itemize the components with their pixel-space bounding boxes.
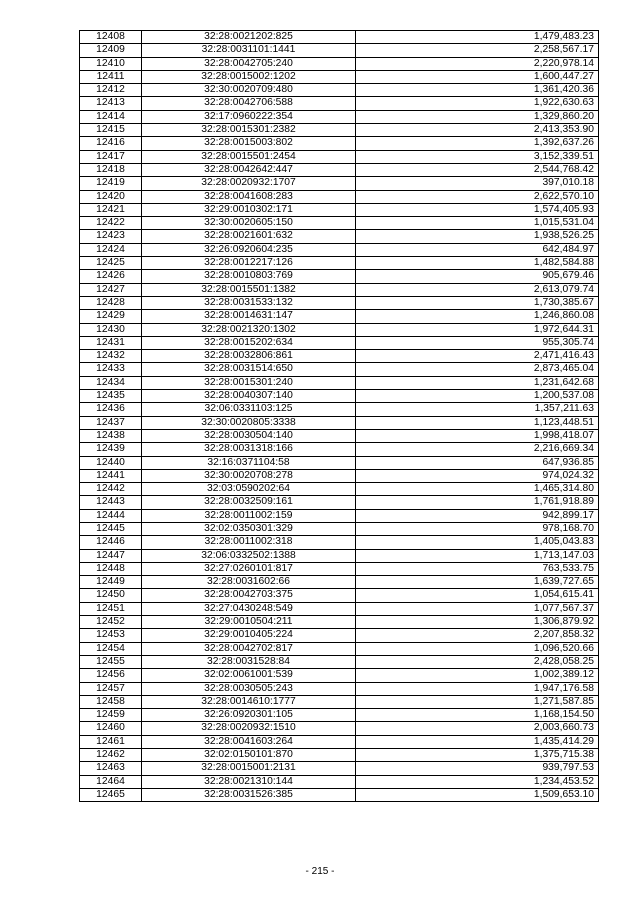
table-row [80, 403, 599, 416]
cadastral-number-cell: 32:28:0020932:1707 [142, 177, 356, 190]
table-row [80, 695, 599, 708]
row-number-cell: 12422 [80, 217, 142, 230]
table-row [80, 376, 599, 389]
table-row [80, 390, 599, 403]
cadastral-number-cell: 32:28:0015003:802 [142, 137, 356, 150]
cadastral-number-cell: 32:28:0010803:769 [142, 270, 356, 283]
value-cell: 1,509,653.10 [356, 788, 599, 801]
value-cell: 1,574,405.93 [356, 203, 599, 216]
table-row [80, 669, 599, 682]
table-row [80, 163, 599, 176]
cadastral-number-cell: 32:29:0010302:171 [142, 203, 356, 216]
row-number-cell: 12439 [80, 443, 142, 456]
row-number-cell: 12423 [80, 230, 142, 243]
table-row [80, 775, 599, 788]
table-row [80, 363, 599, 376]
value-cell: 1,231,642.68 [356, 376, 599, 389]
value-cell: 1,998,418.07 [356, 429, 599, 442]
value-cell: 1,465,314.80 [356, 483, 599, 496]
row-number-cell: 12440 [80, 456, 142, 469]
row-number-cell: 12425 [80, 257, 142, 270]
cadastral-number-cell: 32:28:0015501:2454 [142, 150, 356, 163]
value-cell: 2,873,465.04 [356, 363, 599, 376]
row-number-cell: 12449 [80, 576, 142, 589]
cadastral-number-cell: 32:27:0260101:817 [142, 562, 356, 575]
cadastral-number-cell: 32:30:0020709:480 [142, 84, 356, 97]
value-cell: 2,413,353.90 [356, 124, 599, 137]
cadastral-number-cell: 32:30:0020605:150 [142, 217, 356, 230]
cadastral-number-cell: 32:26:0920301:105 [142, 709, 356, 722]
table-row [80, 536, 599, 549]
cadastral-number-cell: 32:28:0021310:144 [142, 775, 356, 788]
table-row [80, 443, 599, 456]
row-number-cell: 12415 [80, 124, 142, 137]
table-row [80, 44, 599, 57]
table-row [80, 549, 599, 562]
table-row [80, 655, 599, 668]
row-number-cell: 12426 [80, 270, 142, 283]
row-number-cell: 12418 [80, 163, 142, 176]
value-cell: 2,258,567.17 [356, 44, 599, 57]
cadastral-number-cell: 32:16:0371104:58 [142, 456, 356, 469]
table-row [80, 97, 599, 110]
value-cell: 1,938,526.25 [356, 230, 599, 243]
row-number-cell: 12431 [80, 336, 142, 349]
table-row [80, 150, 599, 163]
table-row [80, 323, 599, 336]
value-cell: 1,168,154.50 [356, 709, 599, 722]
row-number-cell: 12432 [80, 350, 142, 363]
row-number-cell: 12435 [80, 390, 142, 403]
value-cell: 1,077,567.37 [356, 602, 599, 615]
row-number-cell: 12452 [80, 616, 142, 629]
row-number-cell: 12464 [80, 775, 142, 788]
table-row [80, 203, 599, 216]
table-row [80, 270, 599, 283]
row-number-cell: 12451 [80, 602, 142, 615]
cadastral-number-cell: 32:28:0021601:632 [142, 230, 356, 243]
row-number-cell: 12460 [80, 722, 142, 735]
table-row [80, 310, 599, 323]
value-cell: 2,544,768.42 [356, 163, 599, 176]
row-number-cell: 12458 [80, 695, 142, 708]
table-row [80, 257, 599, 270]
cadastral-number-cell: 32:28:0030504:140 [142, 429, 356, 442]
row-number-cell: 12414 [80, 110, 142, 123]
cadastral-number-cell: 32:06:0331103:125 [142, 403, 356, 416]
row-number-cell: 12408 [80, 31, 142, 44]
page-number: - 215 - [305, 866, 335, 877]
table-row [80, 416, 599, 429]
row-number-cell: 12438 [80, 429, 142, 442]
value-cell: 1,271,587.85 [356, 695, 599, 708]
row-number-cell: 12412 [80, 84, 142, 97]
cadastral-number-cell: 32:28:0031318:166 [142, 443, 356, 456]
table-row [80, 110, 599, 123]
value-cell: 1,375,715.38 [356, 749, 599, 762]
value-cell: 2,220,978.14 [356, 57, 599, 70]
table-row [80, 562, 599, 575]
cadastral-number-cell: 32:26:0920604:235 [142, 243, 356, 256]
cadastral-number-cell: 32:29:0010504:211 [142, 616, 356, 629]
table-row [80, 429, 599, 442]
table-row [80, 84, 599, 97]
value-cell: 1,435,414.29 [356, 735, 599, 748]
cadastral-number-cell: 32:28:0031514:650 [142, 363, 356, 376]
row-number-cell: 12430 [80, 323, 142, 336]
cadastral-number-cell: 32:28:0042702:817 [142, 642, 356, 655]
cadastral-number-cell: 32:28:0015202:634 [142, 336, 356, 349]
table-row [80, 589, 599, 602]
value-cell: 1,200,537.08 [356, 390, 599, 403]
row-number-cell: 12437 [80, 416, 142, 429]
cadastral-number-cell: 32:28:0040307:140 [142, 390, 356, 403]
value-cell: 2,613,079.74 [356, 283, 599, 296]
value-cell: 1,922,630.63 [356, 97, 599, 110]
cadastral-number-cell: 32:02:0061001:539 [142, 669, 356, 682]
row-number-cell: 12429 [80, 310, 142, 323]
value-cell: 978,168.70 [356, 522, 599, 535]
table-row [80, 217, 599, 230]
row-number-cell: 12441 [80, 469, 142, 482]
cadastral-number-cell: 32:28:0042705:240 [142, 57, 356, 70]
table-row [80, 762, 599, 775]
row-number-cell: 12456 [80, 669, 142, 682]
table-row [80, 602, 599, 615]
value-cell: 939,797.53 [356, 762, 599, 775]
table-row [80, 735, 599, 748]
cadastral-number-cell: 32:30:0020805:3338 [142, 416, 356, 429]
value-cell: 763,533.75 [356, 562, 599, 575]
table-row [80, 336, 599, 349]
value-cell: 1,361,420.36 [356, 84, 599, 97]
value-cell: 1,479,483.23 [356, 31, 599, 44]
table-row [80, 629, 599, 642]
table-row [80, 243, 599, 256]
value-cell: 942,899.17 [356, 509, 599, 522]
cadastral-number-cell: 32:28:0042642:447 [142, 163, 356, 176]
cadastral-number-cell: 32:28:0031528:84 [142, 655, 356, 668]
row-number-cell: 12462 [80, 749, 142, 762]
value-cell: 2,207,858.32 [356, 629, 599, 642]
table-row [80, 509, 599, 522]
value-cell: 1,730,385.67 [356, 296, 599, 309]
value-cell: 1,015,531.04 [356, 217, 599, 230]
table-row [80, 469, 599, 482]
cadastral-number-cell: 32:28:0041608:283 [142, 190, 356, 203]
table-row [80, 177, 599, 190]
value-cell: 974,024.32 [356, 469, 599, 482]
cadastral-number-cell: 32:29:0010405:224 [142, 629, 356, 642]
row-number-cell: 12447 [80, 549, 142, 562]
value-cell: 2,471,416.43 [356, 350, 599, 363]
cadastral-value-table [79, 30, 599, 802]
value-cell: 905,679.46 [356, 270, 599, 283]
row-number-cell: 12455 [80, 655, 142, 668]
cadastral-number-cell: 32:28:0030505:243 [142, 682, 356, 695]
row-number-cell: 12463 [80, 762, 142, 775]
value-cell: 1,096,520.66 [356, 642, 599, 655]
value-cell: 1,123,448.51 [356, 416, 599, 429]
cadastral-number-cell: 32:28:0012217:126 [142, 257, 356, 270]
row-number-cell: 12457 [80, 682, 142, 695]
row-number-cell: 12465 [80, 788, 142, 801]
table-row [80, 230, 599, 243]
table-row [80, 70, 599, 83]
table-row [80, 709, 599, 722]
value-cell: 1,600,447.27 [356, 70, 599, 83]
cadastral-number-cell: 32:30:0020708:278 [142, 469, 356, 482]
row-number-cell: 12444 [80, 509, 142, 522]
value-cell: 1,405,043.83 [356, 536, 599, 549]
table-row [80, 722, 599, 735]
row-number-cell: 12421 [80, 203, 142, 216]
value-cell: 1,761,918.89 [356, 496, 599, 509]
cadastral-number-cell: 32:28:0031101:1441 [142, 44, 356, 57]
row-number-cell: 12410 [80, 57, 142, 70]
cadastral-number-cell: 32:02:0150101:870 [142, 749, 356, 762]
row-number-cell: 12436 [80, 403, 142, 416]
row-number-cell: 12459 [80, 709, 142, 722]
value-cell: 1,054,615.41 [356, 589, 599, 602]
value-cell: 1,234,453.52 [356, 775, 599, 788]
row-number-cell: 12445 [80, 522, 142, 535]
row-number-cell: 12427 [80, 283, 142, 296]
value-cell: 1,357,211.63 [356, 403, 599, 416]
value-cell: 1,972,644.31 [356, 323, 599, 336]
row-number-cell: 12433 [80, 363, 142, 376]
value-cell: 1,306,879.92 [356, 616, 599, 629]
row-number-cell: 12424 [80, 243, 142, 256]
row-number-cell: 12419 [80, 177, 142, 190]
cadastral-number-cell: 32:28:0031602:66 [142, 576, 356, 589]
table-row [80, 496, 599, 509]
value-cell: 642,484.97 [356, 243, 599, 256]
table-row [80, 483, 599, 496]
value-cell: 1,002,389.12 [356, 669, 599, 682]
cadastral-number-cell: 32:28:0031526:385 [142, 788, 356, 801]
cadastral-number-cell: 32:28:0021320:1302 [142, 323, 356, 336]
row-number-cell: 12450 [80, 589, 142, 602]
cadastral-number-cell: 32:28:0014631:147 [142, 310, 356, 323]
cadastral-number-cell: 32:28:0011002:318 [142, 536, 356, 549]
table-row [80, 642, 599, 655]
cadastral-number-cell: 32:28:0042703:375 [142, 589, 356, 602]
row-number-cell: 12454 [80, 642, 142, 655]
cadastral-number-cell: 32:28:0011002:159 [142, 509, 356, 522]
cadastral-number-cell: 32:28:0041603:264 [142, 735, 356, 748]
row-number-cell: 12443 [80, 496, 142, 509]
table-row [80, 749, 599, 762]
table-row [80, 283, 599, 296]
value-cell: 647,936.85 [356, 456, 599, 469]
value-cell: 2,428,058.25 [356, 655, 599, 668]
row-number-cell: 12461 [80, 735, 142, 748]
cadastral-number-cell: 32:06:0332502:1388 [142, 549, 356, 562]
row-number-cell: 12446 [80, 536, 142, 549]
row-number-cell: 12442 [80, 483, 142, 496]
table-row [80, 788, 599, 801]
cadastral-number-cell: 32:27:0430248:549 [142, 602, 356, 615]
table-row [80, 522, 599, 535]
value-cell: 1,246,860.08 [356, 310, 599, 323]
cadastral-number-cell: 32:17:0960222:354 [142, 110, 356, 123]
value-cell: 1,329,860.20 [356, 110, 599, 123]
value-cell: 955,305.74 [356, 336, 599, 349]
row-number-cell: 12416 [80, 137, 142, 150]
cadastral-number-cell: 32:28:0014610:1777 [142, 695, 356, 708]
table-row [80, 616, 599, 629]
table-row [80, 137, 599, 150]
value-cell: 1,482,584.88 [356, 257, 599, 270]
table-row [80, 682, 599, 695]
row-number-cell: 12434 [80, 376, 142, 389]
row-number-cell: 12411 [80, 70, 142, 83]
cadastral-number-cell: 32:28:0015001:2131 [142, 762, 356, 775]
table-row [80, 350, 599, 363]
cadastral-number-cell: 32:28:0032806:861 [142, 350, 356, 363]
table-row [80, 576, 599, 589]
cadastral-number-cell: 32:28:0015501:1382 [142, 283, 356, 296]
value-cell: 2,003,660.73 [356, 722, 599, 735]
value-cell: 1,639,727.65 [356, 576, 599, 589]
cadastral-number-cell: 32:28:0015002:1202 [142, 70, 356, 83]
cadastral-number-cell: 32:02:0350301:329 [142, 522, 356, 535]
value-cell: 2,622,570.10 [356, 190, 599, 203]
cadastral-number-cell: 32:28:0042706:588 [142, 97, 356, 110]
table-row [80, 57, 599, 70]
row-number-cell: 12428 [80, 296, 142, 309]
value-cell: 2,216,669.34 [356, 443, 599, 456]
table-row [80, 296, 599, 309]
row-number-cell: 12417 [80, 150, 142, 163]
row-number-cell: 12409 [80, 44, 142, 57]
cadastral-number-cell: 32:28:0015301:240 [142, 376, 356, 389]
cadastral-number-cell: 32:28:0021202:825 [142, 31, 356, 44]
cadastral-number-cell: 32:03:0590202:64 [142, 483, 356, 496]
value-cell: 3,152,339.51 [356, 150, 599, 163]
row-number-cell: 12413 [80, 97, 142, 110]
table-row [80, 190, 599, 203]
cadastral-number-cell: 32:28:0015301:2382 [142, 124, 356, 137]
cadastral-number-cell: 32:28:0031533:132 [142, 296, 356, 309]
value-cell: 1,947,176.58 [356, 682, 599, 695]
value-cell: 397,010.18 [356, 177, 599, 190]
row-number-cell: 12448 [80, 562, 142, 575]
table-row [80, 456, 599, 469]
value-cell: 1,713,147.03 [356, 549, 599, 562]
value-cell: 1,392,637.26 [356, 137, 599, 150]
table-row [80, 124, 599, 137]
table-row [80, 31, 599, 44]
row-number-cell: 12420 [80, 190, 142, 203]
row-number-cell: 12453 [80, 629, 142, 642]
cadastral-number-cell: 32:28:0032509:161 [142, 496, 356, 509]
cadastral-number-cell: 32:28:0020932:1510 [142, 722, 356, 735]
table-body [80, 31, 599, 802]
